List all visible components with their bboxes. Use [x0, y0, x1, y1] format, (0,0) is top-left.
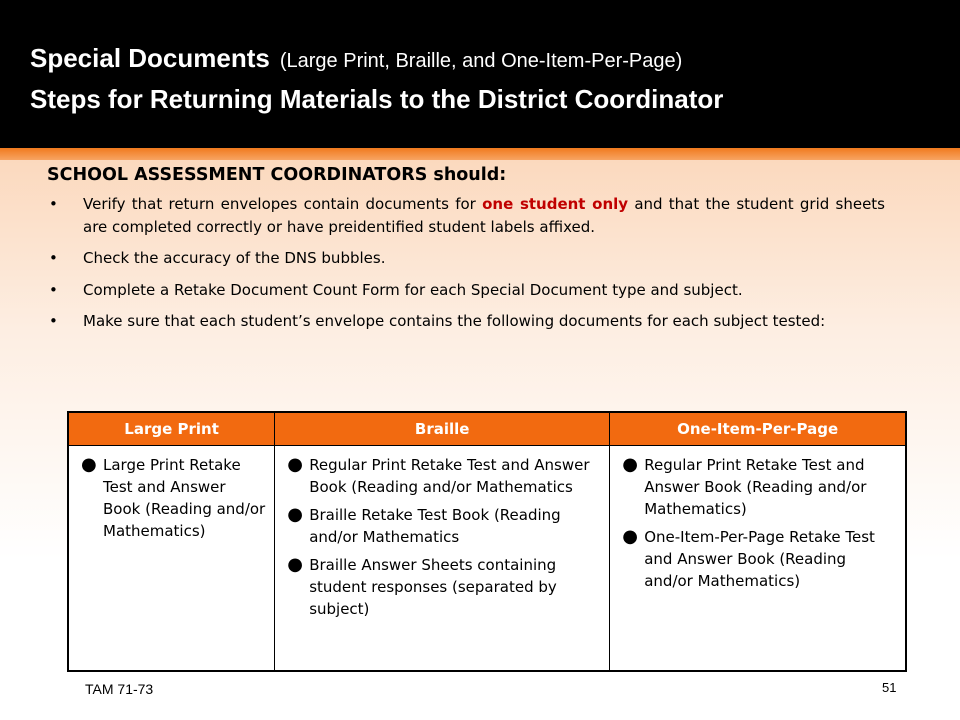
title-line-2: Steps for Returning Materials to the District Coordinator — [30, 84, 724, 114]
section-heading: SCHOOL ASSESSMENT COORDINATORS should: — [47, 165, 507, 185]
cell-text: Regular Print Retake Test and Answer Book (Reading and/or Mathematics — [309, 456, 590, 496]
bullet-icon: ● — [287, 454, 303, 475]
list-item — [622, 454, 897, 520]
cell-text: Large Print Retake Test and Answer Book (Reading and/or Mathematics) — [103, 456, 266, 540]
cell-text: One-Item-Per-Page Retake Test and Answer Book (Reading and/or Mathematics) — [644, 528, 875, 590]
list-item — [287, 454, 601, 498]
list-item — [47, 247, 885, 270]
header-large-print: Large Print — [68, 412, 275, 446]
cell-text: Regular Print Retake Test and Answer Book (Reading and/or Mathematics) — [644, 456, 867, 518]
cell-text: Braille Retake Test Book (Reading and/or Mathematics — [309, 506, 561, 546]
documents-table — [67, 411, 907, 672]
cell-large-print — [68, 446, 275, 672]
bullet-icon: • — [49, 312, 58, 330]
bullet-icon: ● — [287, 554, 303, 575]
header-braille: Braille — [275, 412, 610, 446]
list-item — [622, 526, 897, 592]
bullet-icon: • — [49, 249, 58, 267]
header-one-item-per-page: One-Item-Per-Page — [610, 412, 906, 446]
page-number: 51 — [882, 680, 897, 695]
title-subtitle: (Large Print, Braille, and One-Item-Per-Page) — [279, 50, 683, 72]
list-item — [287, 504, 601, 548]
slide-title — [30, 43, 682, 74]
list-item — [47, 310, 885, 333]
bullet-icon: ● — [622, 454, 638, 475]
content-area — [47, 165, 885, 342]
bullet-icon: ● — [81, 454, 97, 475]
cell-braille — [275, 446, 610, 672]
list-item — [81, 454, 266, 542]
title-banner — [0, 0, 960, 148]
bullet-icon: ● — [622, 526, 638, 547]
list-item — [47, 279, 885, 302]
bullet-icon: ● — [287, 504, 303, 525]
instruction-list — [47, 193, 885, 333]
list-item — [47, 193, 885, 238]
table-row — [68, 446, 906, 672]
orange-divider — [0, 148, 960, 160]
bullet-text: Make sure that each student’s envelope contains the following documents for each subject tested: — [83, 312, 826, 330]
bullet-text-post: and that the student grid sheets are completed correctly or have preidentified student labels affixed. — [83, 195, 885, 236]
footer-reference: TAM 71-73 — [85, 681, 154, 697]
bullet-text-pre: Verify that return envelopes contain documents for — [83, 195, 483, 213]
bullet-text: Check the accuracy of the DNS bubbles. — [83, 249, 386, 267]
table-header-row — [68, 412, 906, 446]
list-item — [287, 554, 601, 620]
title-main: Special Documents — [30, 43, 270, 73]
cell-text: Braille Answer Sheets containing student responses (separated by subject) — [309, 556, 557, 618]
cell-one-item-per-page — [610, 446, 906, 672]
bullet-icon: • — [49, 280, 58, 299]
bullet-text: Complete a Retake Document Count Form for each Special Document type and subject. — [83, 280, 743, 299]
emphasis-text: one student only — [482, 195, 629, 213]
bullet-icon: • — [49, 195, 58, 213]
